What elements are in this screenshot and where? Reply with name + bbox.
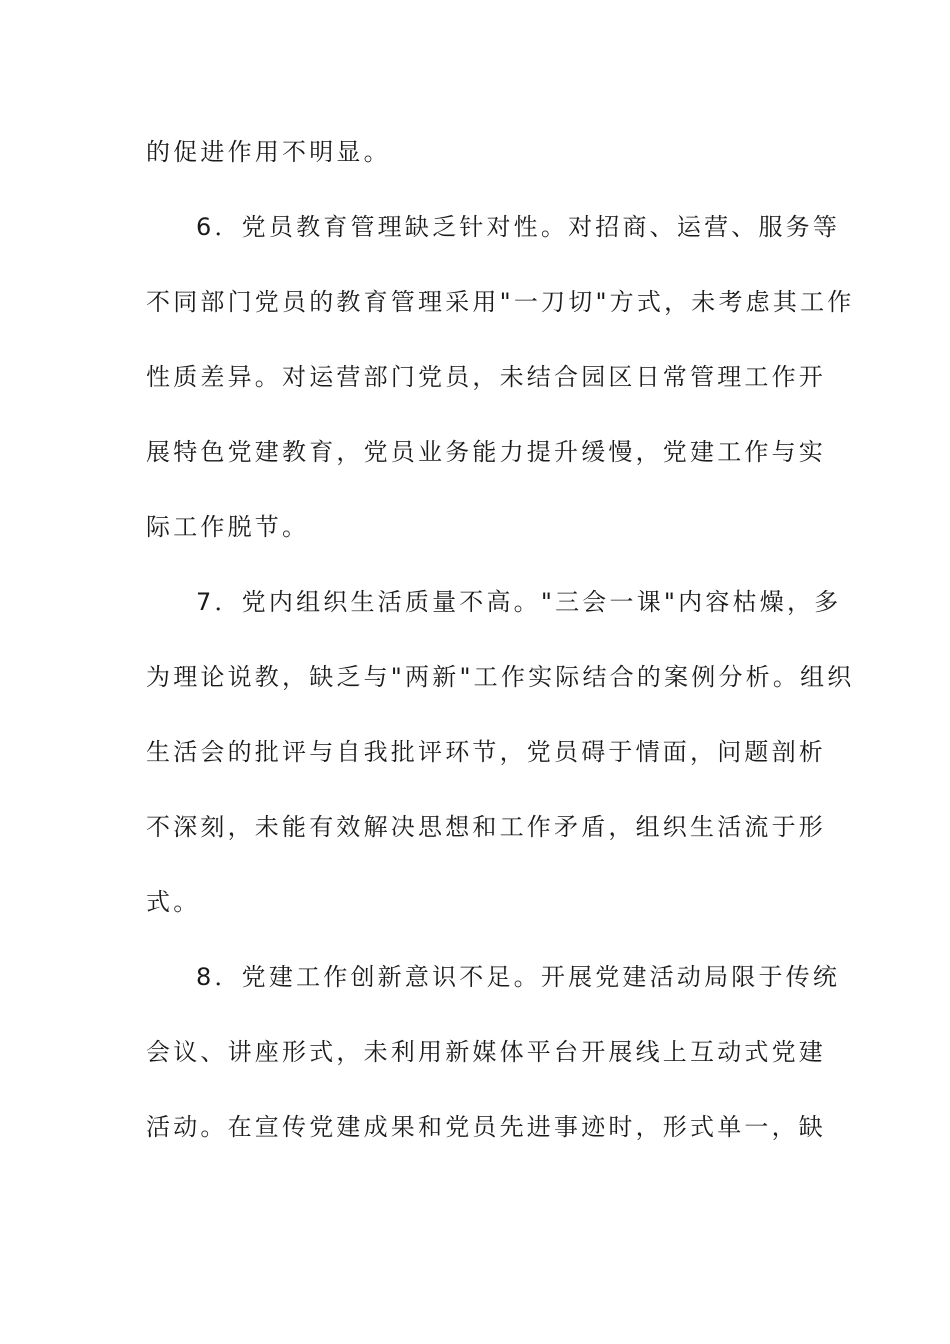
text-line-10: 不深刻，未能有效解决思想和工作矛盾，组织生活流于形 xyxy=(146,813,826,841)
text-line-9: 生活会的批评与自我批评环节，党员碍于情面，问题剖析 xyxy=(146,738,826,766)
text-line-8: 为理论说教，缺乏与"两新"工作实际结合的案例分析。组织 xyxy=(146,663,855,691)
text-line-6: 际工作脱节。 xyxy=(146,513,310,541)
text-line-1: 的促进作用不明显。 xyxy=(146,138,391,166)
text-line-5: 展特色党建教育，党员业务能力提升缓慢，党建工作与实 xyxy=(146,438,826,466)
text-line-14: 活动。在宣传党建成果和党员先进事迹时，形式单一，缺 xyxy=(146,1113,826,1141)
paragraph-6-heading-line: 6．党员教育管理缺乏针对性。对招商、运营、服务等 xyxy=(196,213,841,241)
text-line-3: 不同部门党员的教育管理采用"一刀切"方式，未考虑其工作 xyxy=(146,288,855,316)
paragraph-8-heading-line: 8．党建工作创新意识不足。开展党建活动局限于传统 xyxy=(196,963,841,991)
text-line-13: 会议、讲座形式，未利用新媒体平台开展线上互动式党建 xyxy=(146,1038,826,1066)
text-line-11: 式。 xyxy=(146,888,201,916)
text-line-4: 性质差异。对运营部门党员，未结合园区日常管理工作开 xyxy=(146,363,826,391)
paragraph-7-heading-line: 7．党内组织生活质量不高。"三会一课"内容枯燥，多 xyxy=(196,588,842,616)
